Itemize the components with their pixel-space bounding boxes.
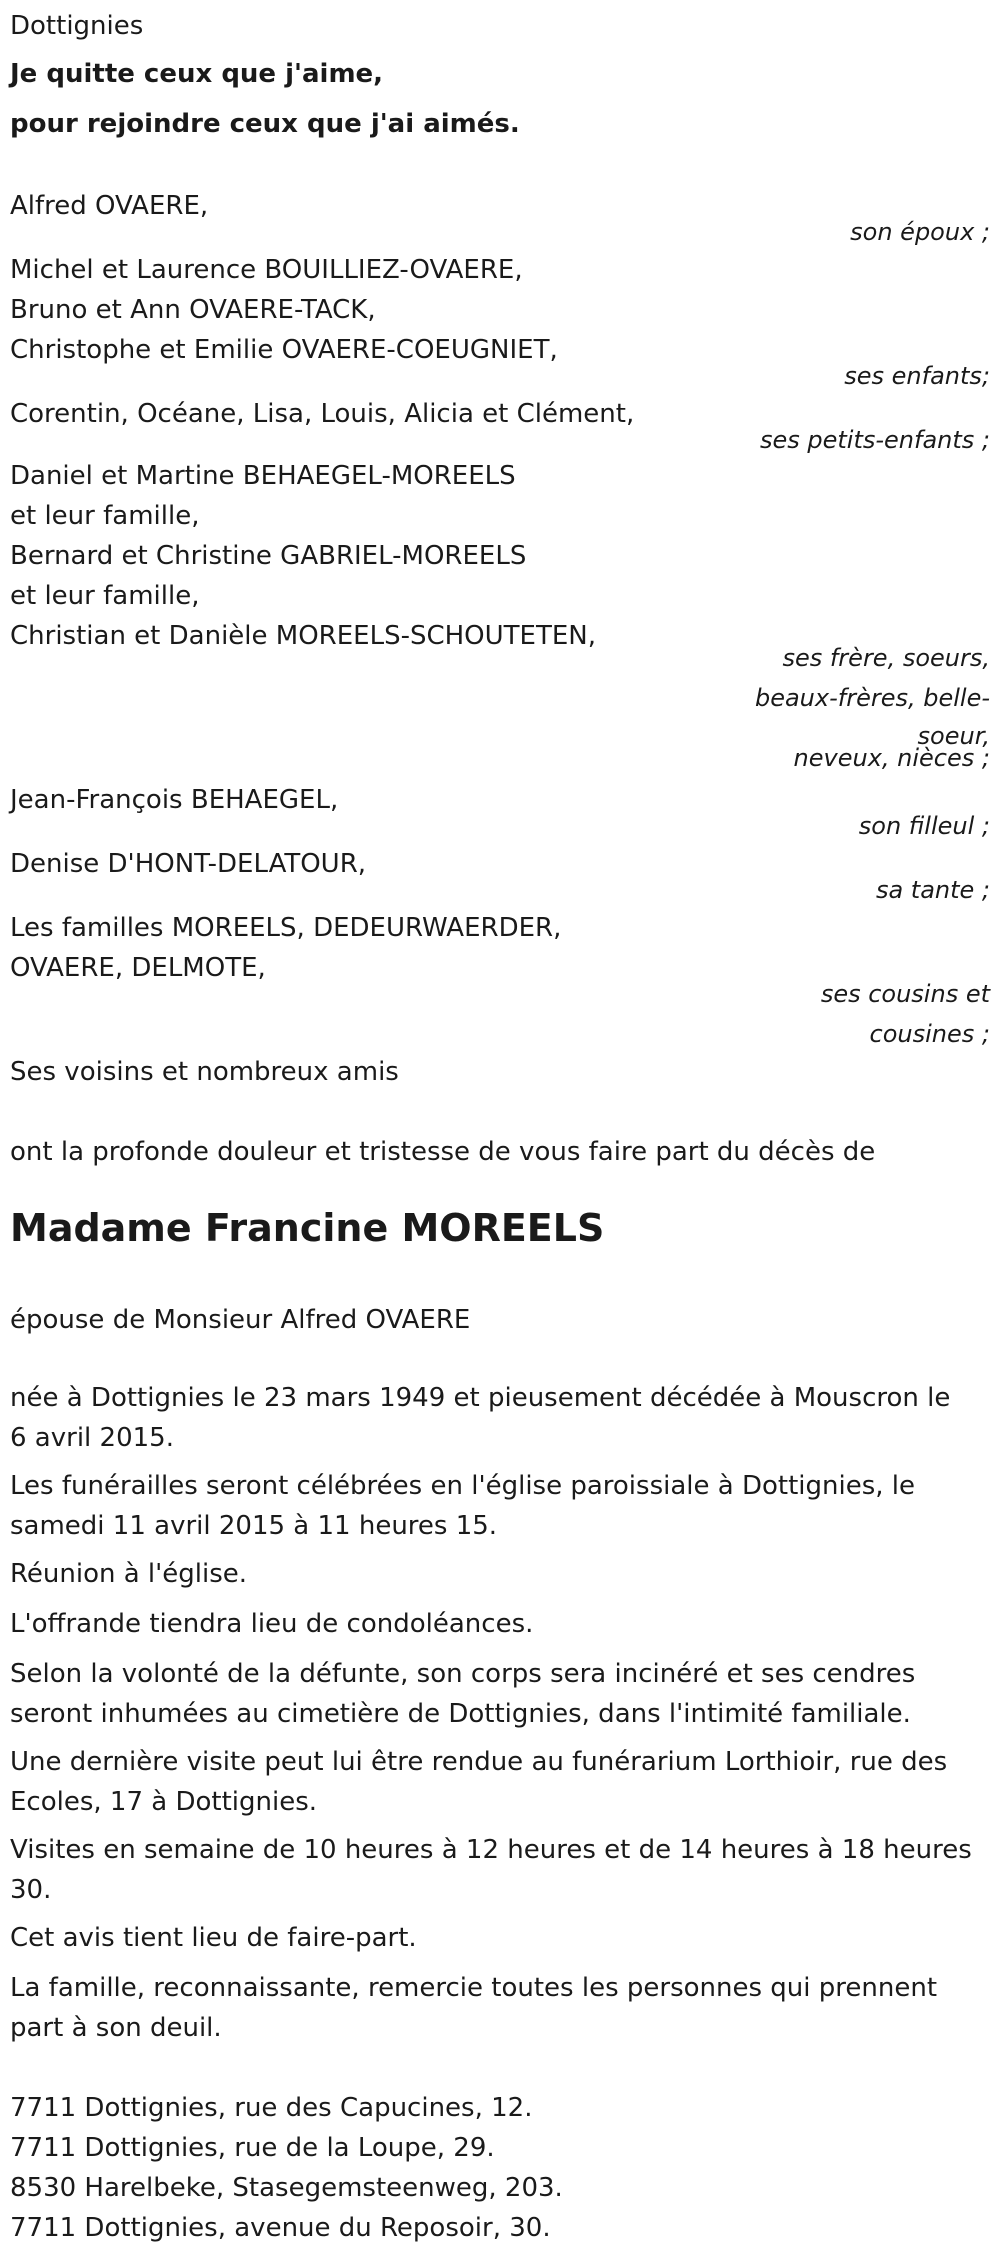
aunt-role: sa tante ;	[875, 876, 990, 904]
birth-death-line: née à Dottignies le 23 mars 1949 et pieusement décédée à Mouscron le	[10, 1383, 951, 1413]
sibling-line: et leur famille,	[10, 501, 200, 531]
funeral-line: Les funérailles seront célébrées en l'église paroissiale à Dottignies, le	[10, 1471, 915, 1501]
visit-line: Une dernière visite peut lui être rendue au funérarium Lorthioir, rue des	[10, 1747, 948, 1777]
address-line: 7711 Dottignies, rue des Capucines, 12.	[10, 2093, 533, 2123]
meeting-notice: Réunion à l'église.	[10, 1559, 248, 1589]
cousins-role-line: ses cousins et	[820, 980, 990, 1008]
cousins-role-line: cousines ;	[869, 1020, 990, 1048]
offering-notice: L'offrande tiendra lieu de condoléances.	[10, 1609, 534, 1639]
cousins-line: OVAERE, DELMOTE,	[10, 953, 266, 983]
birth-death-line: 6 avril 2015.	[10, 1423, 174, 1453]
siblings-role-line: ses frère, soeurs,	[782, 644, 990, 672]
city: Dottignies	[10, 11, 144, 41]
thanks-line: La famille, reconnaissante, remercie toutes les personnes qui prennent	[10, 1973, 938, 2003]
siblings-role-line: soeur,	[917, 722, 990, 750]
address-line: 7711 Dottignies, rue de la Loupe, 29.	[10, 2133, 495, 2163]
grandchildren: Corentin, Océane, Lisa, Louis, Alicia et Clément,	[10, 399, 635, 429]
child-line: Bruno et Ann OVAERE-TACK,	[10, 295, 376, 325]
visit-hours-line: 30.	[10, 1875, 52, 1905]
announcement: ont la profonde douleur et tristesse de vous faire part du décès de	[10, 1137, 876, 1167]
sibling-line: Christian et Danièle MOREELS-SCHOUTETEN,	[10, 621, 597, 651]
children-role: ses enfants;	[844, 362, 990, 390]
aunt: Denise D'HONT-DELATOUR,	[10, 849, 367, 879]
spouse-role: son époux ;	[850, 218, 990, 246]
cousins-line: Les familles MOREELS, DEDEURWAERDER,	[10, 913, 562, 943]
funeral-line: samedi 11 avril 2015 à 11 heures 15.	[10, 1511, 498, 1541]
cremation-line: seront inhumées au cimetière de Dottignies, dans l'intimité familiale.	[10, 1699, 911, 1729]
deceased-name: Madame Francine MOREELS	[10, 1206, 605, 1250]
visit-hours-line: Visites en semaine de 10 heures à 12 heures et de 14 heures à 18 heures	[10, 1835, 972, 1865]
siblings-role-line: neveux, nièces ;	[793, 744, 990, 772]
sibling-line: Daniel et Martine BEHAEGEL-MOREELS	[10, 461, 516, 491]
godson-role: son filleul ;	[858, 812, 990, 840]
spouse-name: Alfred OVAERE,	[10, 191, 209, 221]
notice: Cet avis tient lieu de faire-part.	[10, 1923, 417, 1953]
quote-line-1: Je quitte ceux que j'aime,	[10, 59, 384, 89]
deceased-spouse-of: épouse de Monsieur Alfred OVAERE	[10, 1305, 471, 1335]
child-line: Michel et Laurence BOUILLIEZ-OVAERE,	[10, 255, 523, 285]
child-line: Christophe et Emilie OVAERE-COEUGNIET,	[10, 335, 558, 365]
godson: Jean-François BEHAEGEL,	[10, 785, 339, 815]
neighbours: Ses voisins et nombreux amis	[10, 1057, 399, 1087]
visit-line: Ecoles, 17 à Dottignies.	[10, 1787, 318, 1817]
grandchildren-role: ses petits-enfants ;	[759, 426, 990, 454]
address-line: 7711 Dottignies, avenue du Reposoir, 30.	[10, 2213, 551, 2243]
sibling-line: Bernard et Christine GABRIEL-MOREELS	[10, 541, 527, 571]
thanks-line: part à son deuil.	[10, 2013, 222, 2043]
sibling-line: et leur famille,	[10, 581, 200, 611]
cremation-line: Selon la volonté de la défunte, son corps sera incinéré et ses cendres	[10, 1659, 916, 1689]
siblings-role-line: beaux-frères, belle-	[754, 684, 990, 712]
quote-line-2: pour rejoindre ceux que j'ai aimés.	[10, 109, 520, 139]
address-line: 8530 Harelbeke, Stasegemsteenweg, 203.	[10, 2173, 563, 2203]
